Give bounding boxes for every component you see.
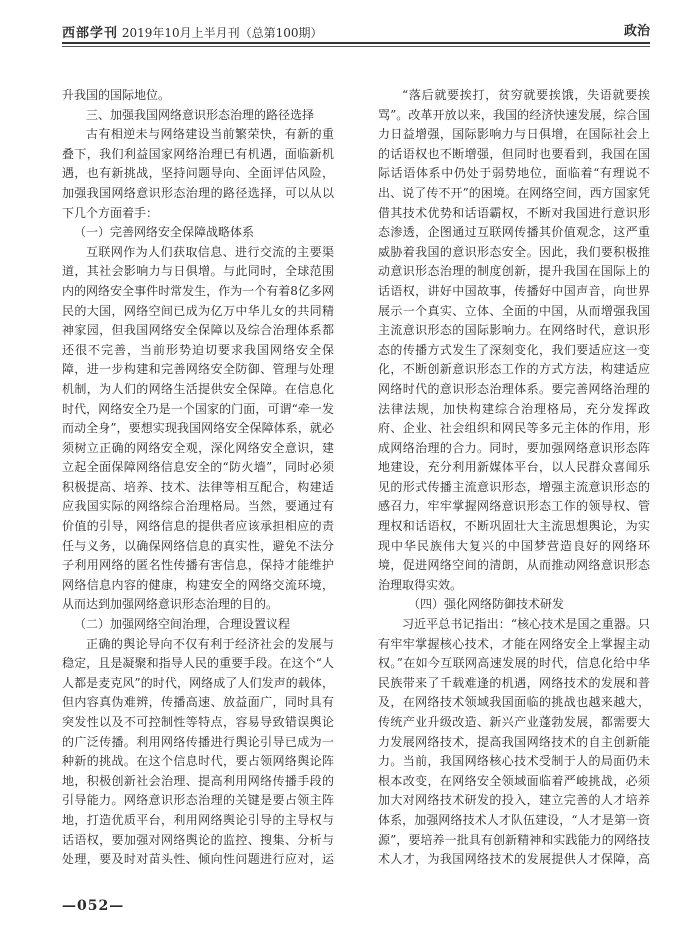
section-heading: 三、加强我国网络意识形态治理的路径选择 xyxy=(86,107,315,122)
right-column xyxy=(378,86,650,871)
body-paragraph: 互联网作为人们获取信息、进行交流的主要渠道，其社会影响力与日俱增。与此同时，全球范围内的网络安全事件时常发生，作为一个有着8亿多网民的大国，网络空间已成为亿万中华儿女的共同精神家园，但我国网络安全保障以及综合治理体系都还很不完善，当前形势迫切要求我国网络安全保障，进一步构建和完善网络安全防御、管理与处理机制，为人们的网络生活提供安全保障。在信息化时代，网络安全乃是一个国家的门面，可谓“牵一发而动全身”，要想实现我国网络安全保障体系，就必须树立正确的网络安全观，深化网络安全意识，建立起全面保障网络信息安全的“防火墙”，同时必须积极提高、培养、技术、法律等相互配合，构建适应我国实际的网络综合治理格局。当然，要通过有价值的引导，网络信息的提供者应该承担相应的责任与义务，以确保网络信息的真实性，避免不法分子利用网络的匿名性传播有害信息，保持才能维护网络信息内容的健康，构建安全的网络交流环境，从而达到加强网络意识形态治理的目的。 xyxy=(62,244,334,612)
header-rule xyxy=(62,42,650,44)
left-column xyxy=(62,86,334,871)
journal-info xyxy=(62,22,323,41)
subsection-heading: （一）完善网络安全保障战略体系 xyxy=(74,225,255,240)
body-paragraph: “落后就要挨打，贫穷就要挨饿，失语就要挨骂”。改革开放以来，我国的经济快速发展，综合国力日益增强，国际影响力与日俱增，在国际社会上的话语权也不断增强，但同时也要看到，我国在国际话语体系中仍处于弱势地位，面临着“有理说不出、说了传不开”的困境。在网络空间，西方国家凭借其技术优势和话语霸权，不断对我国进行意识形态渗透，企图通过互联网传播其价值观念，这严重威胁着我国的意识形态安全。因此，我们要积极推动意识形态治理的制度创新，提升我国在国际上的话语权，讲好中国故事，传播好中国声音，向世界展示一个真实、立体、全面的中国，从而增强我国主流意识形态的国际影响力。在网络时代，意识形态的传播方式发生了深刻变化，我们要适应这一变化，不断创新意识形态工作的方式方法，构建适应网络时代的意识形态治理体系。要完善网络治理的法律法规，加快构建综合治理格局，充分发挥政府、企业、社会组织和网民等多元主体的作用，形成网络治理的合力。同时，要加强网络意识形态阵地建设，充分利用新媒体平台，以人民群众喜闻乐见的形式传播主流意识形态，增强主流意识形态的感召力，牢牢掌握网络意识形态工作的领导权、管理权和话语权，不断巩固壮大主流思想舆论，为实现中华民族伟大复兴的中国梦营造良好的网络环境，促进网络空间的清朗，从而推动网络意识形态治理取得实效。 xyxy=(378,88,650,592)
journal-name: 西部学刊 xyxy=(62,26,119,41)
subsection-heading: （二）加强网络空间治理，合理设置议程 xyxy=(74,617,291,632)
continuation-text: 升我国的国际地位。 xyxy=(62,88,171,102)
running-header xyxy=(62,20,650,42)
subsection-heading: （四）强化网络防御技术研发 xyxy=(408,597,565,612)
body-paragraph: 正确的舆论导向不仅有利于经济社会的发展与稳定，且是凝聚和指导人民的重要手段。在这个“人人都是麦克风”的时代，网络成了人们发声的载体，但内容真伪难辨，传播高速、放益面广，同时具有突发性以及不可控制性等特点，容易导致错误舆论的广泛传播。利用网络传播进行舆论引导已成为一种新的挑战。在这个信息时代，要占领网络舆论阵地，积极创新社会治理、提高利用网络传播手段的引导能力。网络意识形态治理的关键是要占领主阵地，打造优质平台，利用网络舆论引导的主导权与话语权，要加强对网络舆论的监控、搜集、分析与处理，要及时对苗头性、倾向性问题进行应对，运 xyxy=(62,636,334,867)
page-number: —052— xyxy=(62,898,125,914)
section-label: 政治 xyxy=(623,24,650,39)
body-paragraph: 古有相逆未与网络建设当前繁荣快，有新的重叠下，我们利益国家网络治理已有机遇，面临新机遇，也有新挑战，坚持问题导向、全面评估风险，加强我国网络意识形态治理的路径选择，可以从以下几个方面着手： xyxy=(62,127,334,220)
header-rule-thin xyxy=(62,46,650,47)
issue-info: 2019年10月上半月刊（总第100期） xyxy=(121,26,323,40)
body-paragraph: 习近平总书记指出：“核心技术是国之重器。只有牢牢掌握核心技术，才能在网络安全上掌握主动权。”在如今互联网高速发展的时代，信息化给中华民族带来了千载难逢的机遇，网络技术的发展和普及，在网络技术领域我国面临的挑战也越来越大，传统产业升级改造、新兴产业蓬勃发展，都需要大力发展网络技术，提高我国网络技术的自主创新能力。当前，我国网络核心技术受制于人的局面仍未根本改变，在网络安全领域面临着严峻挑战，必须加大对网络技术研发的投入，建立完善的人才培养体系，加强网络技术人才队伍建设，“人才是第一资源”，要培养一批具有创新精神和实践能力的网络技术人才，为我国网络技术的发展提供人才保障，高 xyxy=(378,617,650,867)
